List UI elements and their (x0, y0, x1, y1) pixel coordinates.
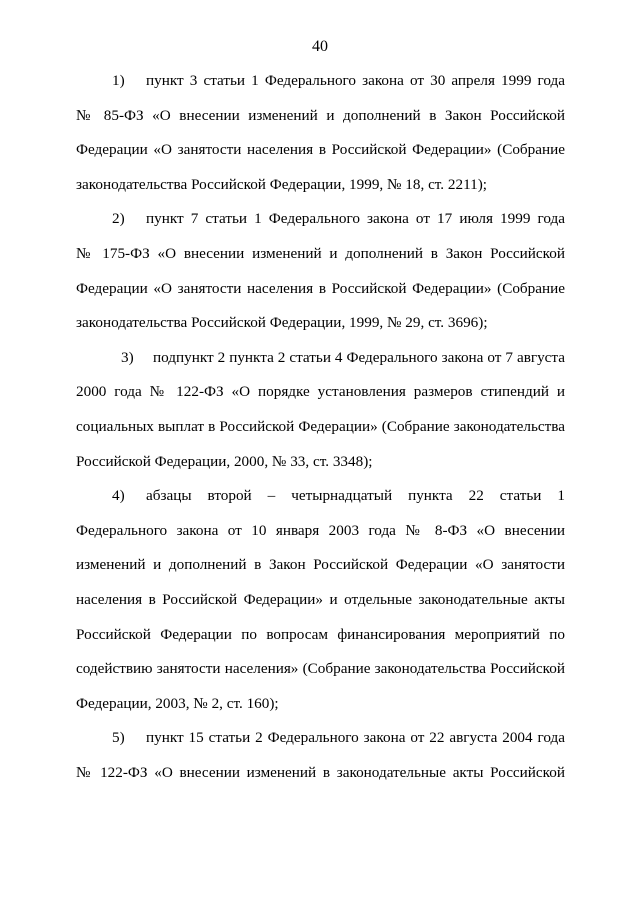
paragraph-line: населения в Российской Федерации» и отдельные законодательные акты (76, 590, 565, 608)
paragraph-line: 4) абзацы второй – четырнадцатый пункта 22 статьи 1 (76, 479, 565, 514)
list-item (76, 202, 565, 340)
page-number: 40 (312, 38, 328, 55)
paragraph-line: № 175-ФЗ «О внесении изменений и дополнений в Закон Российской (76, 244, 565, 262)
paragraph-line: изменений и дополнений в Закон Российской Федерации «О занятости (76, 556, 565, 574)
paragraph-line: 2000 года № 122-ФЗ «О порядке установления размеров стипендий и (76, 383, 565, 401)
list-marker: 4) (112, 487, 125, 505)
paragraph-line: Федерации «О занятости населения в Российской Федерации» (Собрание (76, 279, 565, 297)
paragraph-line: законодательства Российской Федерации, 1999, № 29, ст. 3696); (76, 314, 488, 332)
paragraph-line: № 122-ФЗ «О внесении изменений в законодательные акты Российской (76, 763, 565, 781)
paragraph-line: 3) подпункт 2 пункта 2 статьи 4 Федерального закона от 7 августа (76, 341, 565, 376)
paragraph-line: Федерального закона от 10 января 2003 года № 8-ФЗ «О внесении (76, 521, 565, 539)
paragraph-line: 1) пункт 3 статьи 1 Федерального закона от 30 апреля 1999 года (76, 64, 565, 99)
list-marker: 1) (112, 72, 125, 89)
paragraph-line: Федерации, 2003, № 2, ст. 160); (76, 694, 279, 712)
list-item (76, 721, 565, 790)
list-item (76, 341, 565, 479)
paragraph-line: Федерации «О занятости населения в Российской Федерации» (Собрание (76, 141, 565, 159)
paragraph-line: законодательства Российской Федерации, 1999, № 18, ст. 2211); (76, 175, 487, 193)
paragraph-line: Российской Федерации, 2000, № 33, ст. 3348); (76, 452, 373, 470)
paragraph-line: содействию занятости населения» (Собрание законодательства Российской (76, 660, 565, 678)
paragraph-line: Российской Федерации по вопросам финансирования мероприятий по (76, 625, 565, 643)
paragraph-line: 2) пункт 7 статьи 1 Федерального закона от 17 июля 1999 года (76, 202, 565, 237)
document-body (76, 64, 565, 790)
paragraph-line: 5) пункт 15 статьи 2 Федерального закона от 22 августа 2004 года (76, 721, 565, 756)
paragraph-line: социальных выплат в Российской Федерации» (Собрание законодательства (76, 417, 565, 435)
paragraph-line: № 85-ФЗ «О внесении изменений и дополнений в Закон Российской (76, 106, 565, 124)
list-marker: 5) (112, 729, 125, 747)
list-marker: 3) (121, 348, 134, 366)
list-marker: 2) (112, 210, 125, 228)
list-item (76, 64, 565, 202)
list-item (76, 479, 565, 721)
